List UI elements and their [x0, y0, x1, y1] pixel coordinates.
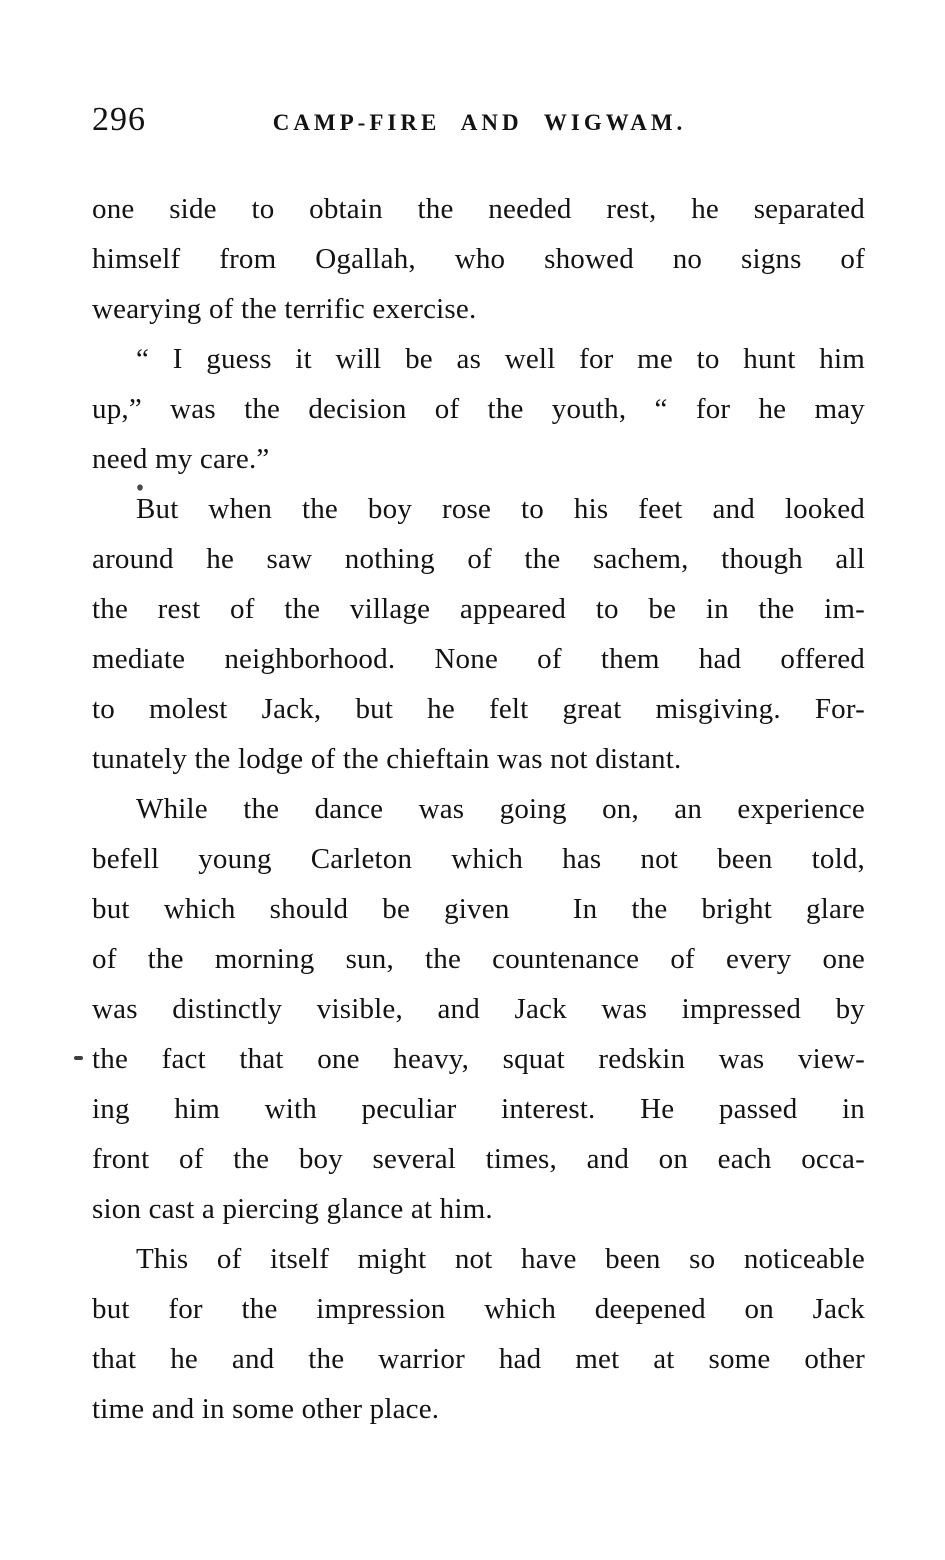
text-line: wearying of the terrific exercise.	[92, 293, 477, 325]
text-line: to molest Jack, but he felt great misgiving. For-	[92, 693, 865, 725]
paragraph	[92, 1234, 865, 1434]
text-line: ing him with peculiar interest. He passed in	[92, 1093, 865, 1125]
text-line: front of the boy several times, and on each occa-	[92, 1143, 865, 1175]
text-line: that he and the warrior had met at some other	[92, 1343, 865, 1375]
page-header	[92, 101, 867, 143]
text-line: tunately the lodge of the chieftain was not distant.	[92, 743, 682, 775]
text-line: sion cast a piercing glance at him.	[92, 1193, 493, 1225]
text-line: need my care.”	[92, 443, 270, 475]
text-line: but for the impression which deepened on Jack	[92, 1293, 865, 1325]
paragraph	[92, 484, 865, 784]
paragraph	[92, 784, 865, 1234]
text-line: the fact that one heavy, squat redskin was view-	[92, 1043, 865, 1075]
text-line: But when the boy rose to his feet and looked	[136, 493, 865, 525]
text-line: the rest of the village appeared to be in the im-	[92, 593, 865, 625]
paragraph	[92, 334, 865, 484]
text-line: around he saw nothing of the sachem, though all	[92, 543, 865, 575]
text-line: one side to obtain the needed rest, he separated	[92, 193, 865, 225]
text-line: up,” was the decision of the youth, “ for he may	[92, 393, 865, 425]
running-title: CAMP-FIRE AND WIGWAM.	[272, 110, 687, 135]
page-body	[92, 184, 865, 1434]
text-line: time and in some other place.	[92, 1393, 440, 1425]
text-line: This of itself might not have been so noticeable	[136, 1243, 865, 1275]
paragraph	[92, 184, 865, 334]
scan-artifact	[137, 484, 143, 490]
text-line: While the dance was going on, an experience	[136, 793, 865, 825]
text-line: mediate neighborhood. None of them had offered	[92, 643, 865, 675]
scan-artifact	[74, 1056, 83, 1060]
text-line: befell young Carleton which has not been told,	[92, 843, 865, 875]
text-line: was distinctly visible, and Jack was impressed by	[92, 993, 865, 1025]
page-number: 296	[92, 101, 146, 138]
text-line: but which should be given In the bright glare	[92, 893, 865, 925]
text-line: “ I guess it will be as well for me to hunt him	[136, 343, 865, 375]
text-line: himself from Ogallah, who showed no signs of	[92, 243, 865, 275]
text-line: of the morning sun, the countenance of every one	[92, 943, 865, 975]
